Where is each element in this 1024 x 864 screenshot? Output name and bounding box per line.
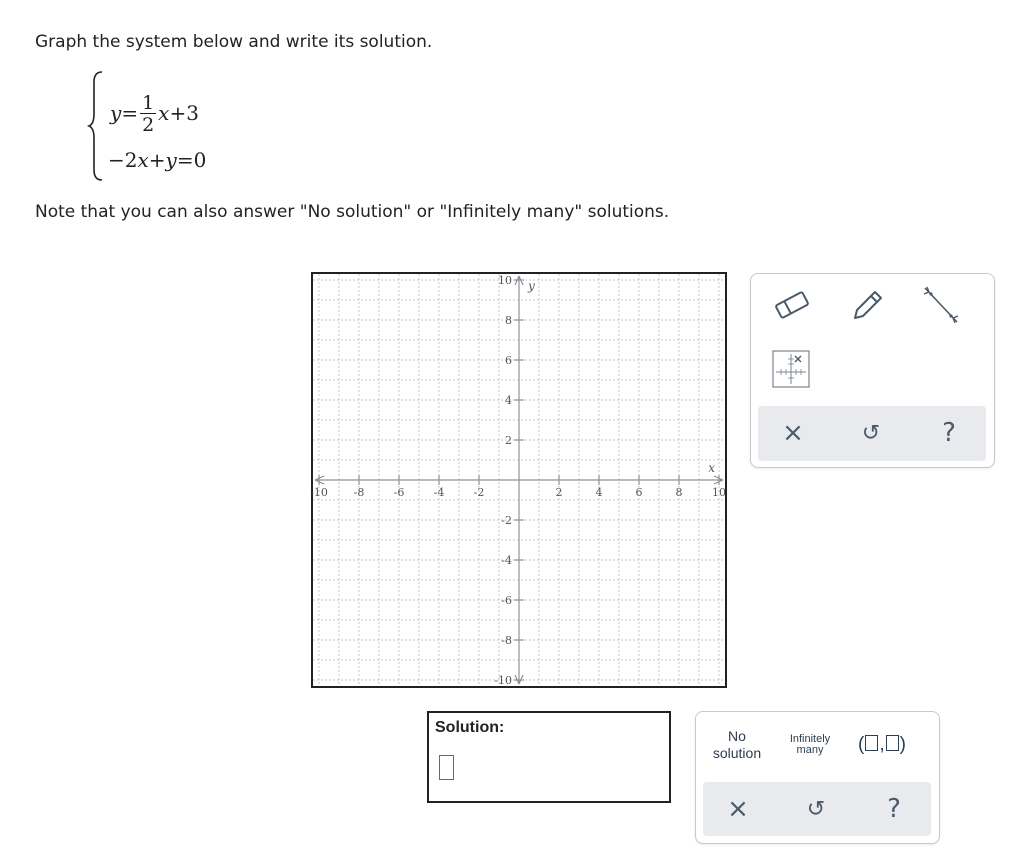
no-solution-label-line2: solution xyxy=(712,745,762,761)
y-tick-label: 10 xyxy=(498,274,512,287)
infinitely-label-line1: Infinitely xyxy=(789,733,831,745)
x-tick-label: -6 xyxy=(393,486,405,499)
y-tick-label: -6 xyxy=(501,594,512,607)
y-tick-label: 4 xyxy=(505,394,512,407)
no-solution-button[interactable] xyxy=(704,728,770,762)
y-tick-label: -8 xyxy=(501,634,512,647)
answer-panel xyxy=(695,711,940,844)
pair-close: ) xyxy=(899,734,906,755)
infinitely-label-line2: many xyxy=(796,744,824,756)
answer-undo-button[interactable] xyxy=(801,794,831,824)
help-button[interactable] xyxy=(934,418,964,448)
close-icon: × xyxy=(782,418,804,448)
answer-toolbar xyxy=(703,782,931,836)
y-tick-label: 8 xyxy=(505,314,512,327)
x-tick-label: 8 xyxy=(675,486,683,499)
x-tick-label: 2 xyxy=(555,486,563,499)
y-tick-label: -2 xyxy=(501,514,512,527)
x-tick-label: -2 xyxy=(473,486,485,499)
pencil-icon[interactable] xyxy=(849,286,887,328)
no-solution-label-line1: No xyxy=(728,728,746,744)
y-axis-label: y xyxy=(528,279,535,293)
graph-toolbar xyxy=(758,406,986,461)
help-icon: ? xyxy=(942,418,956,448)
y-tick-label: -4 xyxy=(501,554,512,567)
x-tick-label: 6 xyxy=(635,486,643,499)
equation-1: y= $\frac{1}{2}$ x+3 xyxy=(110,92,199,136)
undo-icon: ↺ xyxy=(861,420,881,446)
pair-box-icon xyxy=(865,735,878,751)
note-text: Note that you can also answer "No solution" or "Infinitely many" solutions. xyxy=(35,202,670,222)
left-brace xyxy=(88,70,104,182)
x-axis-label: x xyxy=(708,461,715,475)
question-prompt: Graph the system below and write its solution. xyxy=(35,32,433,52)
pair-box-icon xyxy=(886,735,899,751)
y-tick-label: 6 xyxy=(505,354,512,367)
y-tick-label: 2 xyxy=(505,434,512,447)
grid-toggle-icon[interactable] xyxy=(772,350,810,392)
x-tick-label: 4 xyxy=(595,486,603,499)
x-tick-label: -4 xyxy=(433,486,445,499)
undo-icon: ↺ xyxy=(806,796,826,822)
x-tick-label: -10 xyxy=(310,486,328,499)
equation-2: −2x+y=0 xyxy=(108,148,207,172)
ordered-pair-button[interactable] xyxy=(852,734,912,756)
x-tick-label: 10 xyxy=(712,486,726,499)
undo-button[interactable] xyxy=(856,418,886,448)
solution-input[interactable] xyxy=(439,755,454,780)
y-tick-label: -10 xyxy=(494,674,512,687)
pair-comma: , xyxy=(879,734,885,755)
help-icon: ? xyxy=(887,794,901,824)
infinitely-many-button[interactable] xyxy=(782,734,838,756)
answer-help-button[interactable] xyxy=(879,794,909,824)
graph-canvas[interactable] xyxy=(311,272,727,688)
graph-tool-panel xyxy=(750,273,995,468)
line-icon[interactable] xyxy=(921,284,961,330)
pair-open: ( xyxy=(858,734,865,755)
clear-button[interactable] xyxy=(778,418,808,448)
close-icon: × xyxy=(727,794,749,824)
solution-box[interactable] xyxy=(427,711,671,803)
x-tick-label: -8 xyxy=(353,486,365,499)
equation-system xyxy=(88,70,288,182)
eraser-icon[interactable] xyxy=(773,288,811,326)
solution-label: Solution: xyxy=(435,719,505,736)
answer-clear-button[interactable] xyxy=(723,794,753,824)
